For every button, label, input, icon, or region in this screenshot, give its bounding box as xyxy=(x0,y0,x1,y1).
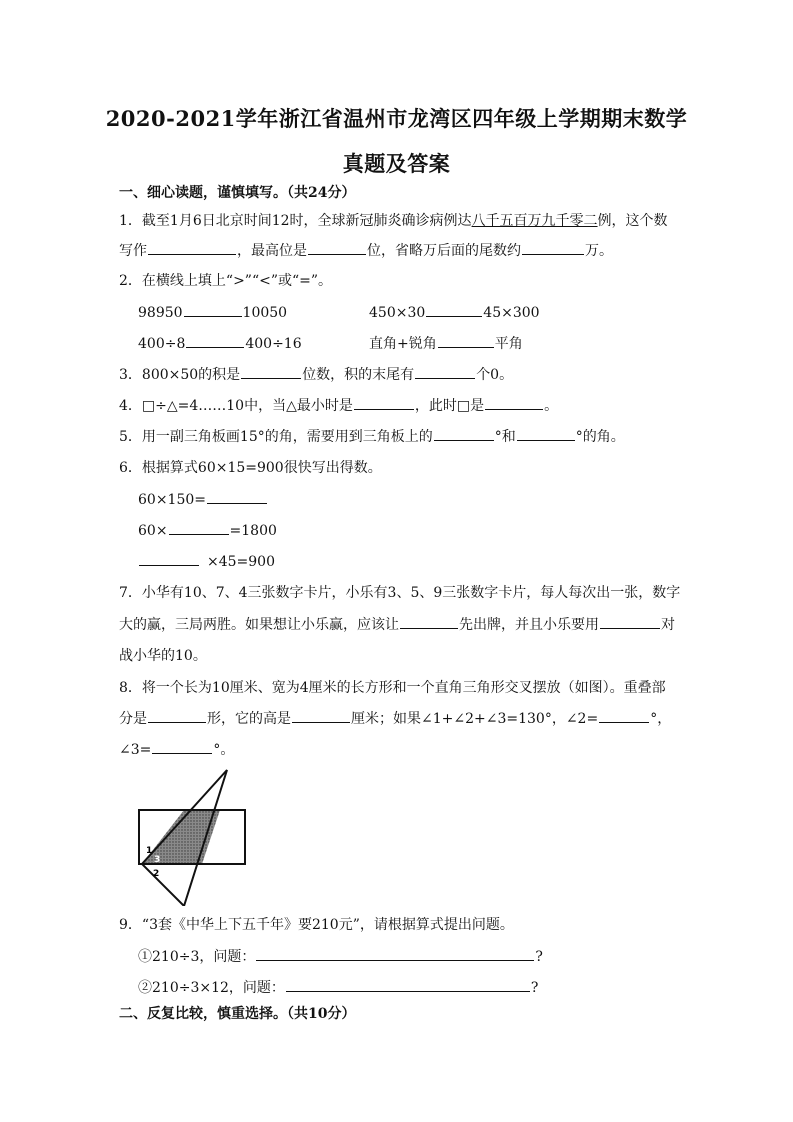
q2-r2-d: 平角 xyxy=(494,336,523,352)
q9-s1-blank[interactable] xyxy=(256,946,534,961)
q2-r2-right xyxy=(369,333,523,353)
q9-s1-text: ①210÷3，问题： xyxy=(138,949,256,965)
q9-s2-qmark: ? xyxy=(530,980,539,996)
q7-blank-first[interactable] xyxy=(400,614,458,629)
q2-r1-a: 98950 xyxy=(138,305,183,321)
q8-blank-angle3[interactable] xyxy=(152,739,212,754)
q8-text-f: °。 xyxy=(213,742,235,758)
q8-figure xyxy=(136,766,254,906)
section-1-heading: 一、细心读题，谨慎填写。（共24分） xyxy=(119,185,356,201)
title-line-1: 2020-2021学年浙江省温州市龙湾区四年级上学期期末数学 xyxy=(105,106,688,131)
q1-line-2 xyxy=(119,240,613,260)
q7-line-2 xyxy=(119,614,675,634)
q6-e3-blank[interactable] xyxy=(139,551,199,566)
q8-blank-height[interactable] xyxy=(292,708,350,723)
q6-e2-text-b: =1800 xyxy=(229,523,277,539)
q8-text-d: °， xyxy=(650,711,672,727)
title-line-2: 真题及答案 xyxy=(342,151,451,176)
q7-text-a: 大的赢，三局两胜。如果想让小乐赢，应该让 xyxy=(119,617,399,633)
q9-stem: 9．“3套《中华上下五千年》要210元”，请根据算式提出问题。 xyxy=(119,917,514,933)
q2-r1-blank-1[interactable] xyxy=(184,302,242,317)
q1-underlined-number: 八千五百万九千零二 xyxy=(471,213,598,229)
q7-text-c: 对 xyxy=(661,617,675,633)
q2-r2-left xyxy=(138,333,302,352)
q9-s2-blank[interactable] xyxy=(286,977,530,992)
q2-stem: 2．在横线上填上“>”“<”或“=”。 xyxy=(119,273,333,289)
q8-text-c: 厘米；如果∠1+∠2+∠3=130°，∠2= xyxy=(351,711,599,727)
section-2-heading: 二、反复比较，慎重选择。（共10分） xyxy=(119,1006,356,1022)
q5-text-a: 5．用一副三角板画15°的角，需要用到三角板上的 xyxy=(119,429,433,445)
q6-expr-2 xyxy=(138,520,277,539)
q3-blank-zeros[interactable] xyxy=(415,364,475,379)
q4-text-c: 。 xyxy=(544,398,559,414)
q4 xyxy=(119,395,558,415)
q3-text-c: 个0。 xyxy=(476,367,514,383)
q2-row-2 xyxy=(138,333,638,351)
q4-text-b: ，此时□是 xyxy=(414,398,485,414)
q7-line-3: 战小华的10。 xyxy=(119,648,207,664)
q5-blank-1[interactable] xyxy=(434,426,494,441)
q9-sub-1 xyxy=(138,946,543,966)
q1-line-1 xyxy=(119,210,668,230)
q4-text-a: 4．□÷△=4……10中，当△最小时是 xyxy=(119,398,353,414)
q2-r2-blank-2[interactable] xyxy=(438,333,494,348)
q1-label-highest: ，最高位是 xyxy=(237,243,307,259)
q9-s1-qmark: ? xyxy=(535,949,543,965)
q6-stem: 6．根据算式60×15=900很快写出得数。 xyxy=(119,460,382,476)
q6-e2-blank[interactable] xyxy=(169,520,229,535)
q2-r1-d: 45×300 xyxy=(483,305,540,321)
q5-blank-2[interactable] xyxy=(517,426,575,441)
q8-line-3 xyxy=(119,739,234,759)
q8-text-e: ∠3= xyxy=(119,742,152,758)
q1-label-approx: 位，省略万后面的尾数约 xyxy=(367,243,521,259)
angle-label-2: 2 xyxy=(153,869,160,879)
q7-blank-card[interactable] xyxy=(600,614,660,629)
q2-r2-a: 400÷8 xyxy=(138,336,186,352)
q2-r1-right xyxy=(369,302,540,321)
q2-r1-c: 450×30 xyxy=(369,305,426,321)
q5-text-c: °的角。 xyxy=(575,429,625,445)
q3 xyxy=(119,364,513,384)
q6-expr-3 xyxy=(138,551,275,570)
q8-text-a: 分是 xyxy=(119,711,147,727)
q1-blank-approx[interactable] xyxy=(522,240,584,255)
angle-label-3: 3 xyxy=(154,855,161,865)
q6-e3-text: ×45=900 xyxy=(207,554,275,570)
q8-text-b: 形，它的高是 xyxy=(207,711,291,727)
q4-blank-square[interactable] xyxy=(485,395,543,410)
q1-text-end: 例，这个数 xyxy=(597,213,668,229)
q5 xyxy=(119,426,625,446)
q2-r1-blank-2[interactable] xyxy=(426,302,482,317)
q2-r2-b: 400÷16 xyxy=(245,336,302,352)
q1-text: 1．截至1月6日北京时间12时，全球新冠肺炎确诊病例达 xyxy=(119,213,472,229)
q1-label-wan: 万。 xyxy=(585,243,613,259)
q2-r1-b: 10050 xyxy=(242,305,288,321)
q5-text-b: °和 xyxy=(494,429,516,445)
q3-blank-digits[interactable] xyxy=(241,364,301,379)
q1-blank-number[interactable] xyxy=(148,240,236,255)
q6-e1-blank[interactable] xyxy=(207,489,267,504)
q9-s2-text: ②210÷3×12，问题： xyxy=(138,980,285,996)
q4-blank-triangle[interactable] xyxy=(354,395,414,410)
q3-text-b: 位数，积的末尾有 xyxy=(302,367,415,383)
q2-r1-left xyxy=(138,302,287,321)
q2-r2-blank-1[interactable] xyxy=(186,333,244,348)
angle-label-1: 1 xyxy=(146,846,153,856)
q8-blank-shape[interactable] xyxy=(148,708,206,723)
q9-sub-2 xyxy=(138,977,538,997)
q2-r2-c: 直角+锐角 xyxy=(369,336,437,352)
q6-e1-text: 60×150= xyxy=(138,492,206,508)
q7-text-b: 先出牌，并且小乐要用 xyxy=(459,617,599,633)
q8-line-1: 8．将一个长为10厘米、宽为4厘米的长方形和一个直角三角形交叉摆放（如图）。重叠部 xyxy=(119,680,666,696)
q2-row-1 xyxy=(138,302,638,320)
q1-blank-highest-place[interactable] xyxy=(308,240,366,255)
q6-e2-text-a: 60× xyxy=(138,523,168,539)
q1-label-write: 写作 xyxy=(119,243,147,259)
q3-text-a: 3．800×50的积是 xyxy=(119,367,241,383)
q6-expr-1 xyxy=(138,489,268,508)
q7-line-1: 7．小华有10、7、4三张数字卡片，小乐有3、5、9三张数字卡片，每人每次出一张，数字 xyxy=(119,585,681,601)
q8-line-2 xyxy=(119,708,671,728)
q8-blank-angle2[interactable] xyxy=(599,708,649,723)
